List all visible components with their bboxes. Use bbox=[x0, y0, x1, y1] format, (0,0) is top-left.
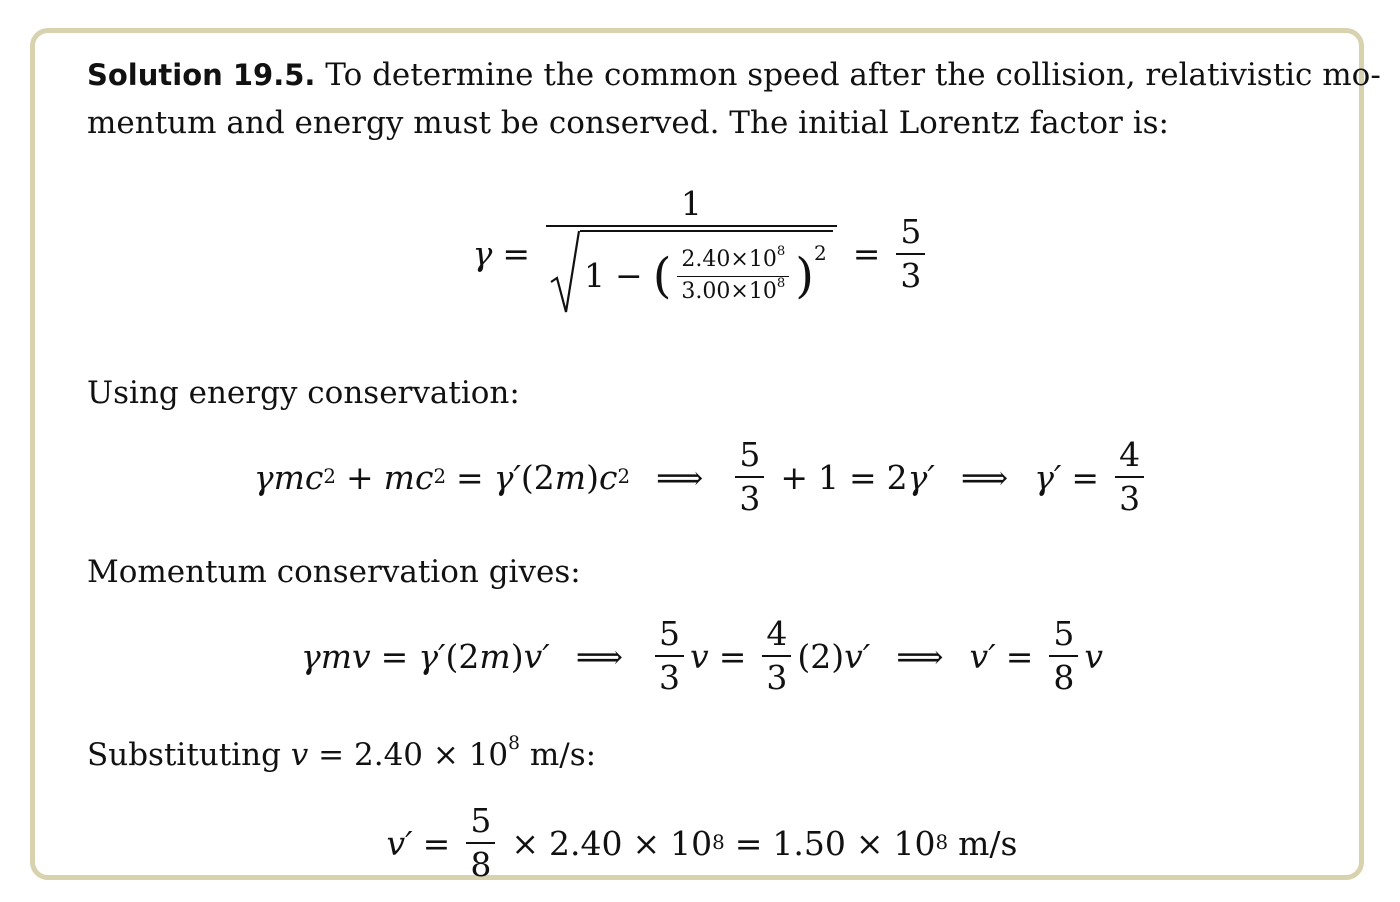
momentum-result: $\frac{5}{8}$ bbox=[1049, 616, 1078, 697]
final-result-value: 1.50 bbox=[772, 823, 846, 863]
momentum-text: Momentum conservation gives: bbox=[87, 554, 581, 590]
solution-label: Solution 19.5. bbox=[87, 58, 316, 92]
intro-line-2: mentum and energy must be conserved. The initial Lorentz factor is: bbox=[87, 105, 1169, 141]
substitution-text: Substituting $v = 2.40 \times 10^8$ m/s: bbox=[87, 733, 597, 773]
energy-text: Using energy conservation: bbox=[87, 375, 520, 411]
intro-line-1 bbox=[87, 51, 1381, 99]
equation-lorentz: γ = 1 1 − ( $\frac{2.40\times 10^8}{3.00\times 10^8}$ ) 2 = $\frac{5}{3}$ bbox=[87, 186, 1317, 322]
equation-final: v′ = $\frac{5}{8}$ × 2.40 × 10 8 = 1.50 × 10 8 m/s bbox=[386, 801, 1018, 885]
energy-result: $\frac{4}{3}$ bbox=[1115, 437, 1144, 518]
lorentz-result: $\frac{5}{3}$ bbox=[896, 214, 925, 295]
solution-box bbox=[30, 28, 1381, 885]
speed-ratio: $\frac{2.40\times 10^8}{3.00\times 10^8}$ bbox=[677, 248, 789, 304]
sqrt-expression: 1 − ( $\frac{2.40\times 10^8}{3.00\times 10^8}$ ) 2 bbox=[550, 230, 833, 314]
intro-text-1: To determine the common speed after the collision, relativistic mo- bbox=[325, 57, 1381, 93]
equation-energy: γmc 2 + mc 2 = γ′ ( 2 m ) c 2 ⟹ $\frac{5}{3}$ + 1 = 2 γ′ ⟹ γ′ = $\frac{4}{3}$ bbox=[87, 437, 1317, 518]
lorentz-fraction: 1 1 − ( $\frac{2.40\times 10^8}{3.00\times 10^8}$ ) 2 bbox=[546, 186, 837, 322]
equation-momentum: γmv = γ′ ( 2 m ) v′ ⟹ $\frac{5}{3}$ v = $\frac{4}{3}$ ( 2 ) v′ ⟹ v′ = $\frac{5}{8}$ v bbox=[300, 614, 1103, 698]
